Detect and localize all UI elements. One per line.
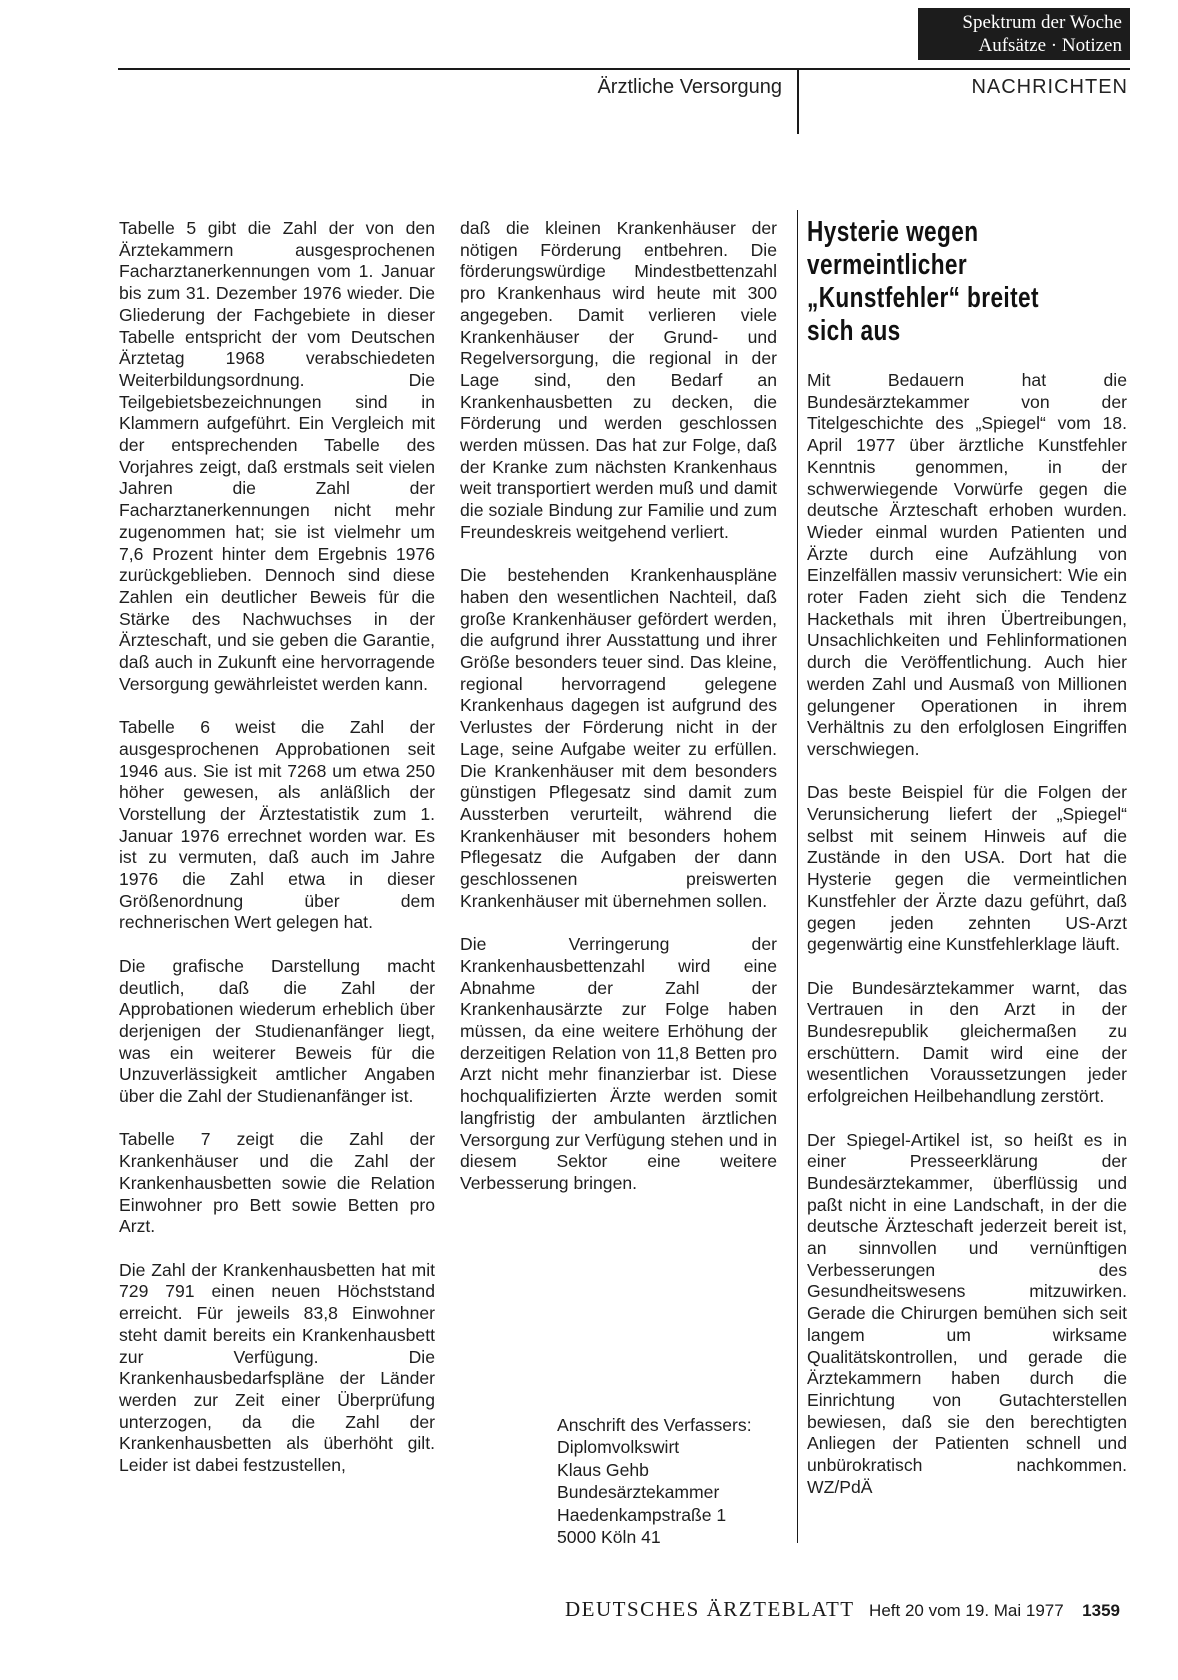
badge-line-1: Spektrum der Woche bbox=[962, 12, 1122, 33]
badge-line-2: Aufsätze · Notizen bbox=[978, 35, 1122, 56]
author-line: Anschrift des Verfassers: bbox=[557, 1415, 752, 1435]
news-headline: Hysterie wegen vermeintlicher „Kunstfehler“ breitet sich aus bbox=[807, 216, 1039, 347]
top-rule bbox=[118, 68, 1130, 70]
paragraph: Die Verringerung der Krankenhausbettenzahl wird eine Abnahme der Zahl der Krankenhausärzte zur Folge haben müssen, da eine weitere Erhöhung der derzeitigen Relation von 11,8 Betten pro Arzt nicht mehr finanzierbar ist. Diese hochqualifizierten Ärzte werden somit langfristig der ambulanten ärztlichen Versorgung zur Verfügung stehen und in diesem Sektor eine weitere Verbesserung bringen. bbox=[460, 934, 777, 1193]
paragraph: Tabelle 7 zeigt die Zahl der Krankenhäuser und die Zahl der Krankenhausbetten sowie die Relation Einwohner pro Bett sowie Betten pro Arzt. bbox=[119, 1129, 435, 1237]
paragraph: Mit Bedauern hat die Bundesärztekammer von der Titelgeschichte des „Spiegel“ vom 18. April 1977 über ärztliche Kunstfehler Kenntnis genommen, in der schwerwiegende Vorwürfe gegen die deutsche Ärzteschaft erhoben wurden. Wieder einmal wurden Patienten und Ärzte durch eine Aufzählung von Einzelfällen massiv verunsichert: Wie ein roter Faden zieht sich die Tendenz Hackethals mit ihren Übertreibungen, Unsachlichkeiten und Fehlinformationen durch die Veröffentlichung. Auch hier werden Zahl und Ausmaß von Millionen gelungener Operationen in ihrem Verhältnis zu den erfolglosen Eingriffen verschwiegen. bbox=[807, 370, 1127, 759]
paragraph: Die Bundesärztekammer warnt, das Vertrauen in den Arzt in der Bundesrepublik gleichermaßen zu erschüttern. Damit wird eine der wesentlichen Voraussetzungen jeder erfolgreichen Heilbehandlung zerstört. bbox=[807, 977, 1127, 1107]
paragraph: Die Zahl der Krankenhausbetten hat mit 729 791 einen neuen Höchststand erreicht. Für jeweils 83,8 Einwohner steht damit bereits ein Krankenhausbett zur Verfügung. Die Krankenhausbedarfspläne der Länder werden zur Zeit einer Überprüfung unterzogen, da die Zahl der Krankenhausbetten als überhöht gilt. Leider ist dabei festzustellen, bbox=[119, 1259, 435, 1476]
paragraph: daß die kleinen Krankenhäuser der nötigen Förderung entbehren. Die förderungswürdige Mindestbettenzahl pro Krankenhaus wird heute mit 300 angegeben. Damit verlieren viele Krankenhäuser der Grund- und Regelversorgung, die regional in der Lage sind, den Bedarf an Krankenhausbetten zu decken, die Förderung und werden geschlossen werden müssen. Das hat zur Folge, daß der Kranke zum nächsten Krankenhaus weit transportiert werden muß und damit die soziale Bindung zur Familie und zum Freundeskreis weitgehend verliert. bbox=[460, 218, 777, 542]
issue-info: Heft 20 vom 19. Mai 1977 bbox=[869, 1601, 1064, 1620]
section-label: Ärztliche Versorgung bbox=[597, 76, 782, 98]
header-divider bbox=[797, 68, 799, 134]
journal-name: DEUTSCHES ÄRZTEBLATT bbox=[565, 1597, 855, 1621]
news-column bbox=[807, 370, 1157, 1520]
paragraph: Tabelle 6 weist die Zahl der ausgesprochenen Approbationen seit 1946 aus. Sie ist mit 7268 um etwa 250 höher gewesen, als anläßlich der Vorstellung der Ärztestatistik zum 1. Januar 1976 errechnet worden war. Es ist zu vermuten, daß auch im Jahre 1976 die Zahl etwa in dieser Größenordnung über dem rechnerischen Wert gelegen hat. bbox=[119, 717, 435, 933]
author-line: Haedenkampstraße 1 bbox=[557, 1504, 727, 1525]
article-column-1 bbox=[119, 218, 435, 1498]
section-badge bbox=[918, 8, 1130, 60]
author-line: Bundesärztekammer bbox=[557, 1482, 720, 1503]
page-number: 1359 bbox=[1082, 1601, 1120, 1620]
page-footer bbox=[565, 1597, 1120, 1622]
column-divider bbox=[797, 210, 798, 1543]
paragraph: Das beste Beispiel für die Folgen der Verunsicherung liefert der „Spiegel“ selbst mit seinem Hinweis auf die Zustände in den USA. Dort hat die Hysterie gegen die vermeintlichen Kunstfehler der Ärzte dazu geführt, daß gegen jeden zehnten US-Arzt gegenwärtig eine Kunstfehlerklage läuft. bbox=[807, 782, 1127, 955]
paragraph: Die bestehenden Krankenhauspläne haben den wesentlichen Nachteil, daß große Krankenhäuser gefördert werden, die aufgrund ihrer Ausstattung und ihrer Größe besonders teuer sind. Das kleine, regional hervorragend gelegene Krankenhaus dagegen ist aufgrund des Verlustes der Förderung nicht in der Lage, seine Aufgabe weiter zu erfüllen. Die Krankenhäuser mit dem besonders günstigen Pflegesatz sind damit zum Aussterben verurteilt, während die Krankenhäuser mit besonders hohem Pflegesatz die Aufgaben der dann geschlossenen preiswerten Krankenhäuser mit übernehmen sollen. bbox=[460, 565, 777, 911]
author-line: 5000 Köln 41 bbox=[557, 1527, 661, 1548]
paragraph: Die grafische Darstellung macht deutlich, daß die Zahl der Approbationen wiederum erheblich über derjenigen der Studienanfänger liegt, was ein weiterer Beweis für die Unzuverlässigkeit amtlicher Angaben über die Zahl der Studienanfänger ist. bbox=[119, 955, 435, 1107]
paragraph: Der Spiegel-Artikel ist, so heißt es in einer Presseerklärung der Bundesärztekammer, überflüssig und paßt nicht in eine Landschaft, in der die deutsche Ärzteschaft jederzeit bereit ist, an sinnvollen und vernünftigen Verbesserungen des Gesundheitswesens mitzuwirken. Gerade die Chirurgen bemühen sich seit langem um wirksame Qualitätskontrollen, und gerade die Ärztekammern haben durch die Einrichtung von Gutachterstellen bewiesen, daß sie den berechtigten Anliegen der Patienten schnell und unbürokratisch nachkommen. WZ/PdÄ bbox=[807, 1129, 1157, 1497]
category-label: NACHRICHTEN bbox=[971, 76, 1128, 98]
article-column-2 bbox=[460, 218, 777, 1216]
author-line: Diplomvolkswirt bbox=[557, 1437, 680, 1458]
author-line: Klaus Gehb bbox=[557, 1459, 649, 1480]
author-address bbox=[557, 1414, 787, 1548]
paragraph: Tabelle 5 gibt die Zahl der von den Ärztekammern ausgesprochenen Facharztanerkennungen vom 1. Januar bis zum 31. Dezember 1976 wieder. Die Gliederung der Fachgebiete in dieser Tabelle entspricht der vom Deutschen Ärztetag 1968 verabschiedeten Weiterbildungsordnung. Die Teilgebietsbezeichnungen sind in Klammern aufgeführt. Ein Vergleich mit der entsprechenden Tabelle des Vorjahres zeigt, daß erstmals seit vielen Jahren die Zahl der Facharztanerkennungen nicht mehr zugenommen hat; sie ist vielmehr um 7,6 Prozent hinter dem Ergebnis 1976 zurückgeblieben. Dennoch sind diese Zahlen ein deutlicher Beweis für die Stärke des Nachwuchses in der Ärzteschaft, und sie geben die Garantie, daß auch in Zukunft eine hervorragende Versorgung gewährleistet werden kann. bbox=[119, 218, 435, 694]
